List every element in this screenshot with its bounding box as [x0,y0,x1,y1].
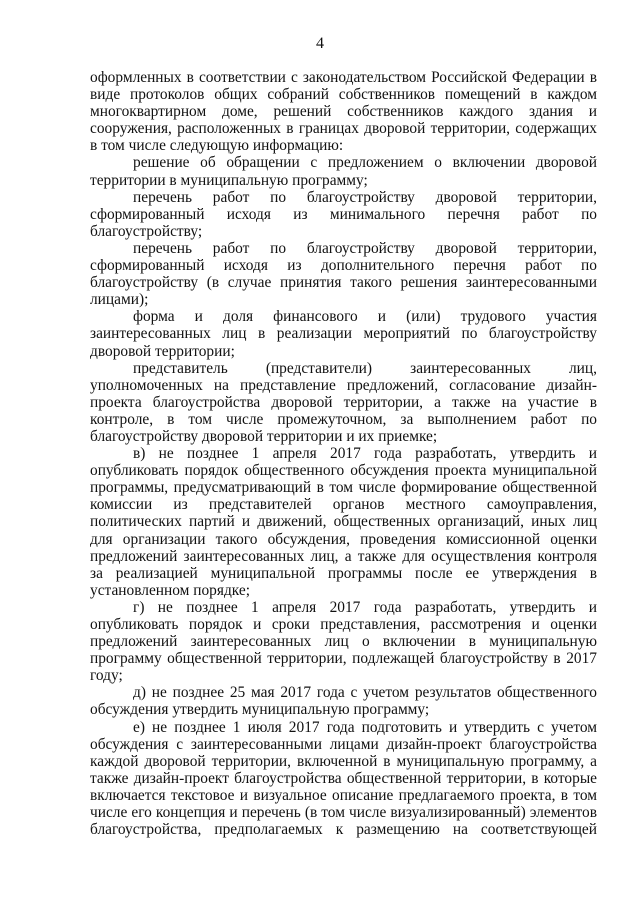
paragraph-list-item: перечень работ по благоустройству дворовой территории, сформированный исходя из минимального перечня работ по благоустройству; [90,188,597,240]
paragraph-list-item: решение об обращении с предложением о включении дворовой территории в муниципальную программу; [90,154,597,189]
paragraph-item-g: г) не позднее 1 апреля 2017 года разработать, утвердить и опубликовать порядок и сроки представления, рассмотрения и оценки предложений заинтересованных лиц о включении в муниципальную программу общественной территории, подлежащей благоустройству в 2017 году; [90,598,597,685]
paragraph-continuation: оформленных в соответствии с законодательством Российской Федерации в виде протоколов общих собраний собственников помещений в каждом многоквартирном доме, решений собственников каждого здания и сооружения, расположенных в границах дворовой территории, содержащих в том числе следующую информацию: [90,69,597,155]
document-body [90,69,597,838]
paragraph-item-d: д) не позднее 25 мая 2017 года с учетом результатов общественного обсуждения утвердить муниципальную программу; [90,684,597,719]
paragraph-item-e: е) не позднее 1 июля 2017 года подготовить и утвердить с учетом обсуждения с заинтересованными лицами дизайн-проект благоустройства каждой дворовой территории, включенной в муниципальную программу, а также дизайн-проект благоустройства общественной территории, в которые включается текстовое и визуальное описание предлагаемого проекта, в том числе его концепция и перечень (в том числе визуализированный) элементов благоустройства, предполагаемых к размещению на соответствующей [90,718,597,839]
paragraph-list-item: форма и доля финансового и (или) трудового участия заинтересованных лиц в реализации мероприятий по благоустройству дворовой территории; [90,308,597,360]
page-number: 4 [316,35,324,52]
paragraph-list-item: перечень работ по благоустройству дворовой территории, сформированный исходя из дополнительного перечня работ по благоустройству (в случае принятия такого решения заинтересованными лицами); [90,239,597,309]
paragraph-item-v: в) не позднее 1 апреля 2017 года разработать, утвердить и опубликовать порядок общественного обсуждения проекта муниципальной программы, предусматривающий в том числе формирование общественной комиссии из представителей органов местного самоуправления, политических партий и движений, общественных организаций, иных лиц для организации такого обсуждения, проведения комиссионной оценки предложений заинтересованных лиц, а также для осуществления контроля за реализацией муниципальной программы после ее утверждения в установленном порядке; [90,445,597,599]
paragraph-list-item: представитель (представители) заинтересованных лиц, уполномоченных на представление предложений, согласование дизайн-проекта благоустройства дворовой территории, а также на участие в контроле, в том числе промежуточном, за выполнением работ по благоустройству дворовой территории и их приемке; [90,359,597,445]
